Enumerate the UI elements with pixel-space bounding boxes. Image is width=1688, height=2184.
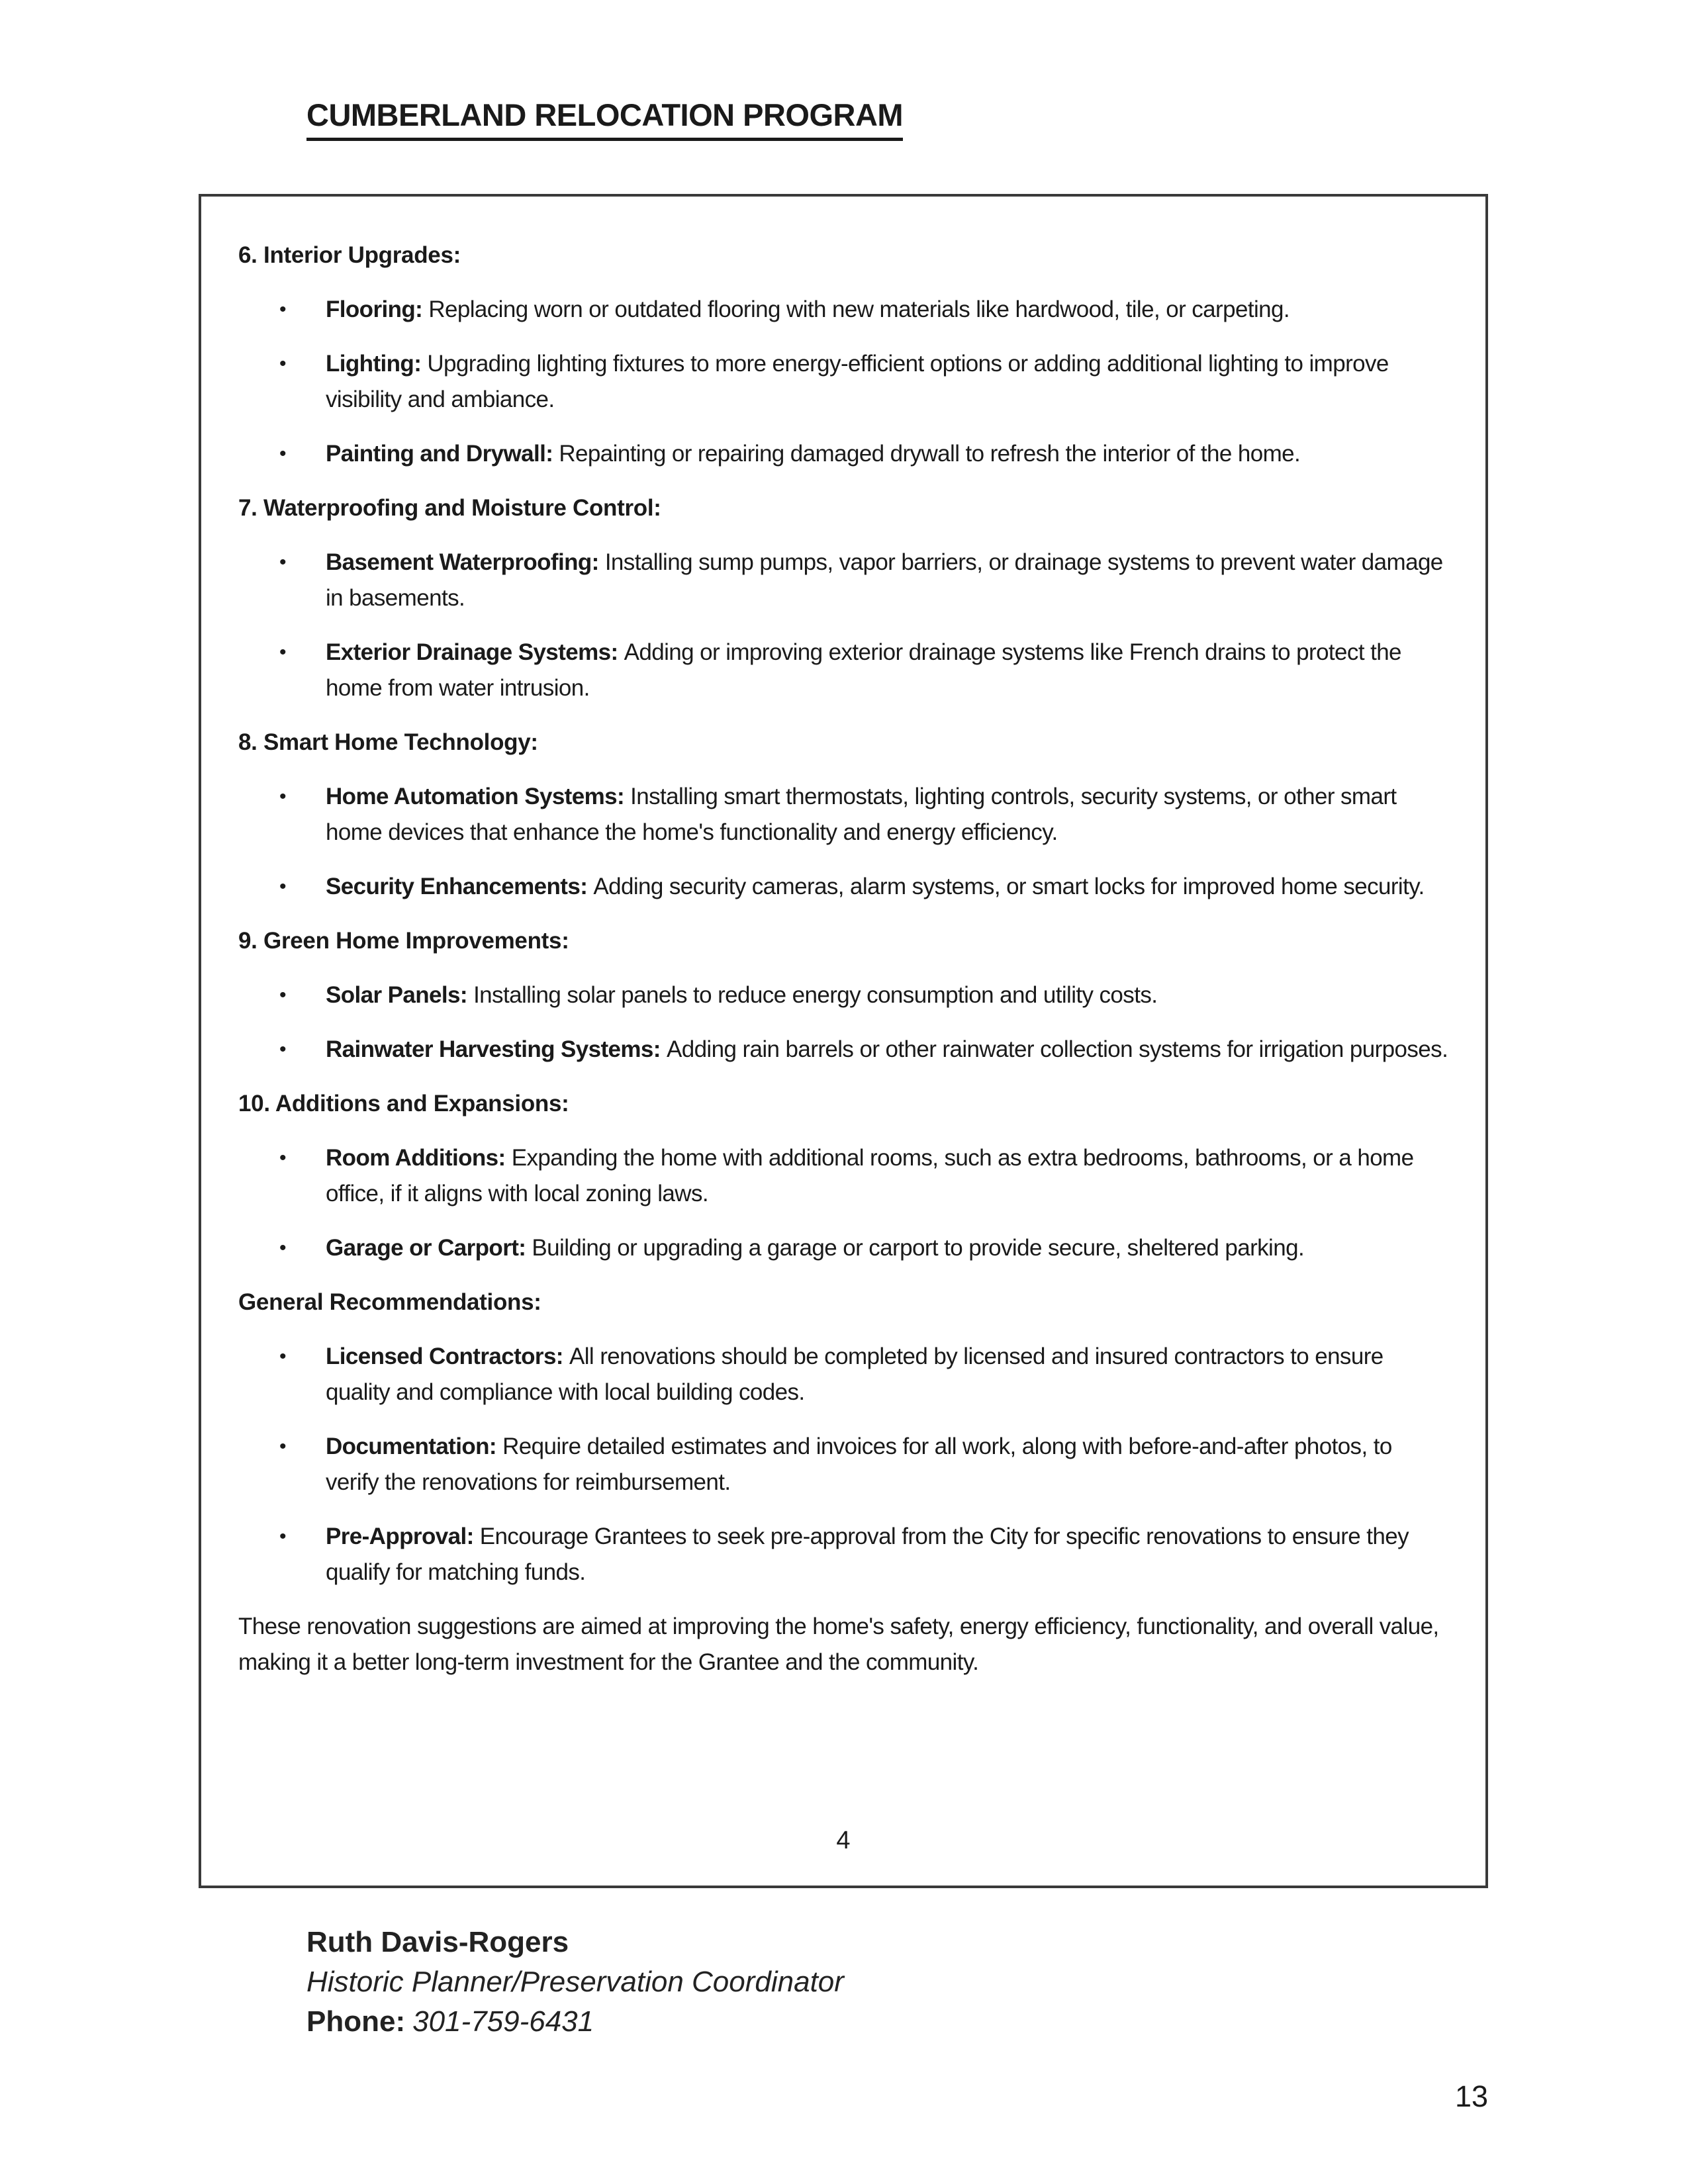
section-heading: 9. Green Home Improvements: xyxy=(238,928,569,954)
bullet-lead: Garage or Carport: xyxy=(326,1235,526,1261)
bullet-body: Installing sump pumps, vapor barriers, or drainage systems to prevent water damage in basements. xyxy=(326,549,1443,611)
bullet-icon: • xyxy=(279,1345,286,1367)
bullet-icon: • xyxy=(279,876,286,897)
bullet-lead: Solar Panels: xyxy=(326,982,467,1008)
bullet-icon: • xyxy=(279,1038,286,1060)
bullet-lead: Lighting: xyxy=(326,351,422,377)
bullet-text xyxy=(326,346,1448,418)
bullet-lead: Documentation: xyxy=(326,1433,496,1459)
bullet-body: Adding security cameras, alarm systems, or smart locks for improved home security. xyxy=(593,874,1425,899)
bullet-text xyxy=(326,545,1448,616)
bullet-lead: Exterior Drainage Systems: xyxy=(326,639,618,665)
contact-name: Ruth Davis-Rogers xyxy=(306,1926,569,1958)
bullet-body: Adding rain barrels or other rainwater collection systems for irrigation purposes. xyxy=(666,1036,1448,1062)
list-item xyxy=(238,1429,1448,1500)
contact-block xyxy=(306,1923,844,2042)
bullet-text xyxy=(326,1519,1448,1590)
phone-label: Phone: xyxy=(306,2005,406,2038)
bullet-icon: • xyxy=(279,1435,286,1457)
section-heading: 7. Waterproofing and Moisture Control: xyxy=(238,495,661,521)
bullet-body: Replacing worn or outdated flooring with new materials like hardwood, tile, or carpeting. xyxy=(428,296,1289,322)
bullet-icon: • xyxy=(279,641,286,663)
list-item xyxy=(238,978,1448,1013)
box-page-number: 4 xyxy=(836,1827,851,1854)
page-title: CUMBERLAND RELOCATION PROGRAM xyxy=(306,97,903,141)
bullet-body: Require detailed estimates and invoices for all work, along with before-and-after photos, to verify the renovations for reimbursement. xyxy=(326,1433,1392,1495)
list-item xyxy=(238,346,1448,418)
bullet-icon: • xyxy=(279,298,286,320)
list-item xyxy=(238,1230,1448,1266)
section-heading: 6. Interior Upgrades: xyxy=(238,242,461,268)
bullet-text xyxy=(326,635,1448,706)
bullet-icon: • xyxy=(279,984,286,1006)
bullet-body: All renovations should be completed by licensed and insured contractors to ensure quality and compliance with local building codes. xyxy=(326,1343,1383,1405)
bullet-lead: Basement Waterproofing: xyxy=(326,549,599,575)
bullet-text xyxy=(326,436,1448,472)
bullet-text xyxy=(326,1339,1448,1410)
bullet-lead: Security Enhancements: xyxy=(326,874,588,899)
bullet-text xyxy=(326,1032,1448,1068)
bullet-icon: • xyxy=(279,551,286,573)
bullet-text xyxy=(326,292,1448,328)
list-item xyxy=(238,1339,1448,1410)
bullet-icon: • xyxy=(279,1147,286,1169)
bullet-icon: • xyxy=(279,443,286,465)
bullet-text xyxy=(326,779,1448,850)
page-number: 13 xyxy=(1454,2079,1488,2113)
bullet-lead: Painting and Drywall: xyxy=(326,441,553,467)
bullet-body: Installing solar panels to reduce energy consumption and utility costs. xyxy=(473,982,1158,1008)
phone-number: 301-759-6431 xyxy=(412,2005,594,2038)
bullet-lead: Pre-Approval: xyxy=(326,1524,474,1549)
bullet-text xyxy=(326,869,1448,905)
bullet-lead: Room Additions: xyxy=(326,1145,506,1171)
bullet-body: Building or upgrading a garage or carport to provide secure, sheltered parking. xyxy=(532,1235,1305,1261)
content-box xyxy=(199,194,1488,1888)
list-item xyxy=(238,635,1448,706)
bullet-icon: • xyxy=(279,1237,286,1259)
bullet-text xyxy=(326,1140,1448,1212)
list-item xyxy=(238,545,1448,616)
list-item xyxy=(238,1032,1448,1068)
section-heading: 8. Smart Home Technology: xyxy=(238,729,538,755)
bullet-icon: • xyxy=(279,353,286,375)
bullet-icon: • xyxy=(279,786,286,807)
bullet-body: Adding or improving exterior drainage systems like French drains to protect the home from water intrusion. xyxy=(326,639,1401,701)
section-heading: 10. Additions and Expansions: xyxy=(238,1091,569,1116)
list-item xyxy=(238,869,1448,905)
bullet-lead: Home Automation Systems: xyxy=(326,784,625,809)
bullet-icon: • xyxy=(279,1525,286,1547)
bullet-body: Installing smart thermostats, lighting controls, security systems, or other smart home devices that enhance the home's functionality and energy efficiency. xyxy=(326,784,1397,845)
bullet-lead: Flooring: xyxy=(326,296,423,322)
list-item xyxy=(238,292,1448,328)
contact-phone xyxy=(306,2002,844,2042)
bullet-body: Repainting or repairing damaged drywall to refresh the interior of the home. xyxy=(559,441,1301,467)
bullet-text xyxy=(326,1230,1448,1266)
bullet-body: Encourage Grantees to seek pre-approval from the City for specific renovations to ensure they qualify for matching funds. xyxy=(326,1524,1409,1585)
list-item xyxy=(238,436,1448,472)
list-item xyxy=(238,1519,1448,1590)
list-item xyxy=(238,1140,1448,1212)
list-item xyxy=(238,779,1448,850)
bullet-text xyxy=(326,1429,1448,1500)
bullet-lead: Licensed Contractors: xyxy=(326,1343,563,1369)
bullet-body: Upgrading lighting fixtures to more energy-efficient options or adding additional lighting to improve visibility and ambiance. xyxy=(326,351,1389,412)
bullet-text xyxy=(326,978,1448,1013)
bullet-body: Expanding the home with additional rooms, such as extra bedrooms, bathrooms, or a home office, if it aligns with local zoning laws. xyxy=(326,1145,1414,1206)
contact-role: Historic Planner/Preservation Coordinator xyxy=(306,1966,844,1998)
closing-paragraph: These renovation suggestions are aimed at improving the home's safety, energy efficiency, functionality, and overall value, making it a better long-term investment for the Grantee and the community. xyxy=(238,1614,1439,1675)
bullet-lead: Rainwater Harvesting Systems: xyxy=(326,1036,661,1062)
section-heading: General Recommendations: xyxy=(238,1289,541,1315)
